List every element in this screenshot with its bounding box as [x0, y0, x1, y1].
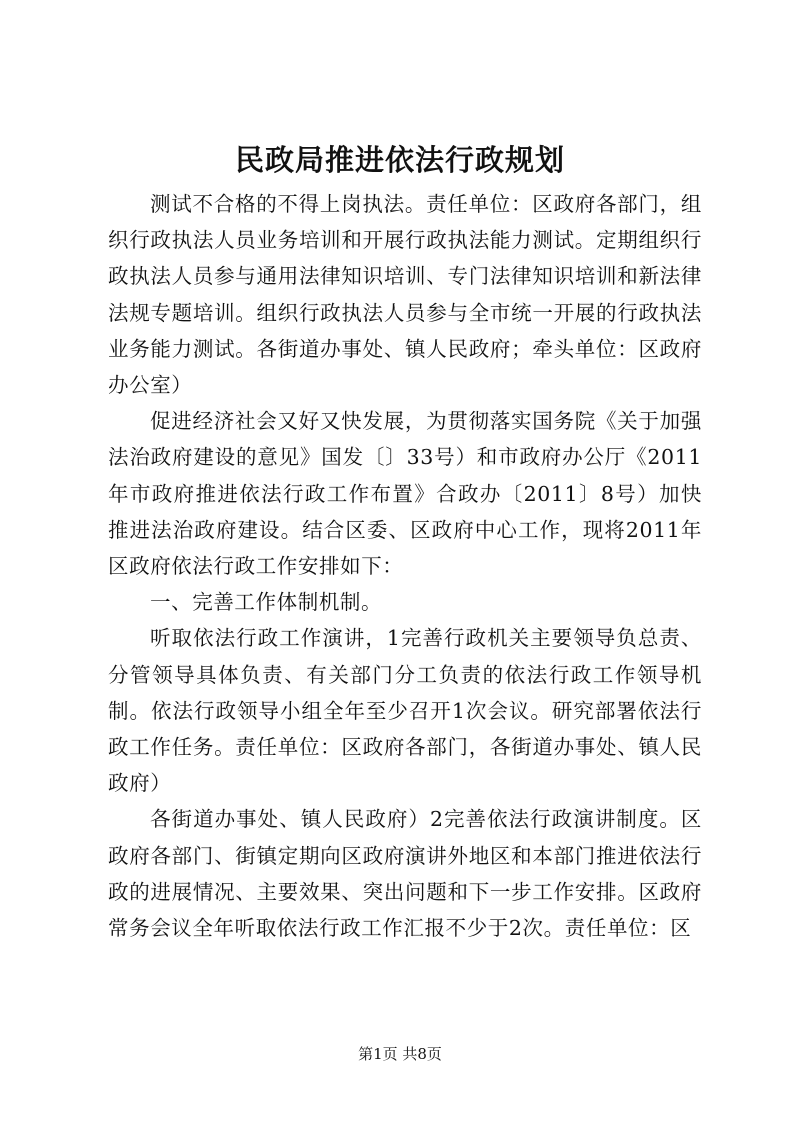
paragraph-4: 各街道办事处、镇人民政府）2完善依法行政演讲制度。区政府各部门、街镇定期向区政府演讲外地区和本部门推进依法行政的进展情况、主要效果、突出问题和下一步工作安排。区政府常务会议全年听取依法行政工作汇报不少于2次。责任单位：区	[108, 807, 702, 941]
paragraph-1: 测试不合格的不得上岗执法。责任单位：区政府各部门，组织行政执法人员业务培训和开展行政执法能力测试。定期组织行政执法人员参与通用法律知识培训、专门法律知识培训和新法律法规专题培训。组织行政执法人员参与全市统一开展的行政执法业务能力测试。各街道办事处、镇人民政府；牵头单位：区政府办公室）	[108, 192, 702, 398]
paragraph-3: 听取依法行政工作演讲，1完善行政机关主要领导负总责、分管领导具体负责、有关部门分工负责的依法行政工作领导机制。依法行政领导小组全年至少召开1次会议。研究部署依法行政工作任务。责任单位：区政府各部门，各街道办事处、镇人民政府）	[108, 626, 702, 796]
page-number-footer: 第1页 共8页	[358, 1045, 442, 1063]
paragraph-2: 促进经济社会又好又快发展，为贯彻落实国务院《关于加强法治政府建设的意见》国发〔〕33号）和市政府办公厅《2011年市政府推进依法行政工作布置》合政办〔2011〕8号）加快推进法治政府建设。结合区委、区政府中心工作，现将2011年区政府依法行政工作安排如下：	[108, 409, 702, 579]
document-title: 民政局推进依法行政规划	[234, 143, 565, 177]
section-heading: 一、完善工作体制机制。	[150, 590, 383, 615]
document-body	[108, 186, 702, 946]
